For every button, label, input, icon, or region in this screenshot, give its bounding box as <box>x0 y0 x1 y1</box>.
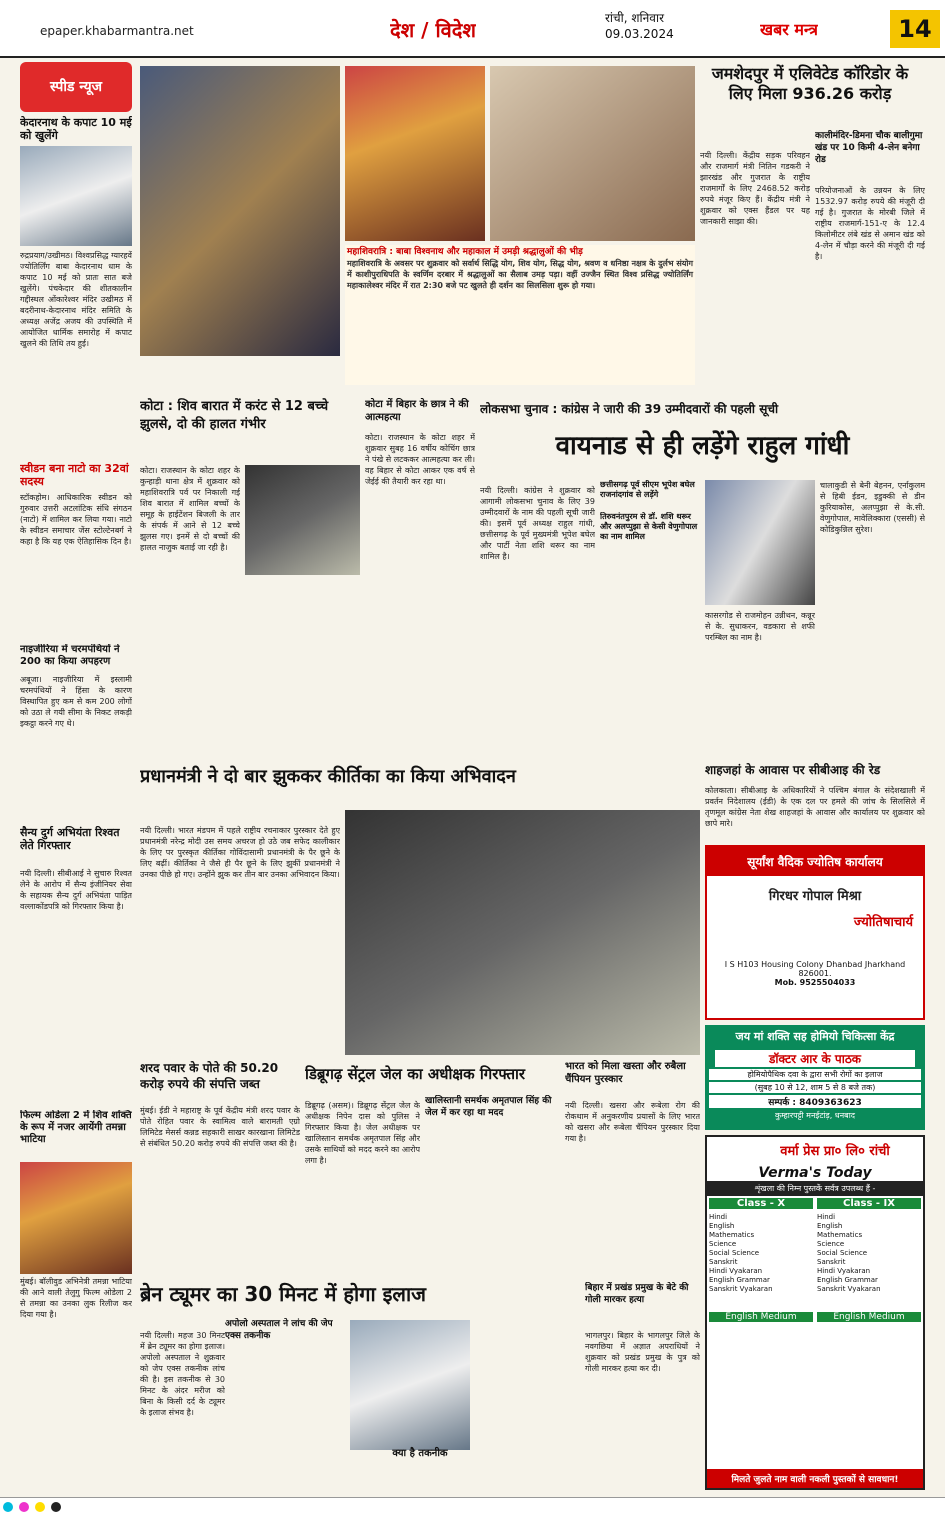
book-item: Hindi <box>817 1213 836 1221</box>
book-item: Mathematics <box>817 1231 863 1239</box>
tamanna-photo <box>20 1162 132 1274</box>
english-medium-x: English Medium <box>709 1312 813 1322</box>
date: 09.03.2024 <box>605 27 674 41</box>
homeo-time: (सुबह 10 से 12, शाम 5 से 8 बजे तक) <box>709 1082 921 1093</box>
tamanna-body: मुंबई। बॉलीवुड अभिनेत्री तमन्ना भाटिया की आने वाली तेलुगु फिल्म ओडेला 2 से तमन्ना का उनका लुक रिलीज कर दिया गया है। <box>20 1277 132 1319</box>
bihar-student-body: कोटा। राजस्थान के कोटा शहर में शुक्रवार सुबह 16 वर्षीय कोचिंग छात्र ने पंखे से लटककर आत्महत्या कर ली। वह बिहार से कोटा आकर एक वर्ष से जेईई की तैयारी कर रहा था। <box>365 433 475 486</box>
page-number: 14 <box>890 10 940 48</box>
homeo-phone[interactable]: सम्पर्क : 8409363623 <box>709 1095 921 1108</box>
date-block <box>605 10 674 42</box>
book-item: English Grammar <box>817 1276 878 1284</box>
bhagalpur-body: भागलपुर। बिहार के भागलपुर जिले के नवगछिया में अज्ञात अपराधियों ने शुक्रवार को प्रखंड प्रमुख के पुत्र को गोली मारकर हत्या कर दी। <box>585 1331 700 1373</box>
kota-body: कोटा। राजस्थान के कोटा शहर के कुन्हाड़ी थाना क्षेत्र में शुक्रवार को महाशिवरात्रि पर्व पर निकाली गई शिव बारात में शामिल बच्चों के समूह के हाईटेंशन बिजली के तार के संपर्क में आने से 12 बच्चे झुलस गए। इनमें से दो बच्चों की हालत नाजुक बताई जा रही है। <box>140 466 240 552</box>
class-ix-list <box>817 1213 921 1294</box>
pm-headline: प्रधानमंत्री ने दो बार झुककर कीर्तिका का किया अभिवादन <box>140 766 516 787</box>
homeo-line: होमियोपैथिक दवा के द्वारा सभी रोगों का इलाज <box>709 1069 921 1080</box>
rahul-headline: वायनाड से ही लड़ेंगे राहुल गांधी <box>555 431 850 461</box>
book-item: Social Science <box>817 1249 868 1257</box>
tamanna-headline: फिल्म ओडेला 2 में शिव शक्ति के रूप में नजर आयेंगी तमन्ना भाटिया <box>20 1110 132 1145</box>
engineer-body: नयी दिल्ली। सीबीआई ने सुचारु रिश्वत लेने के आरोप में सैन्य इंजीनियर सेवा के सहायक सैन्य दुर्ग अभियंता पाड़ित वल्लाकोंडपत्रि को गिरफ्तार किया है। <box>20 869 132 911</box>
pawar-headline: शरद पवार के पोते की 50.20 करोड़ रुपये की संपत्ति जब्त <box>140 1061 279 1091</box>
pm-photo <box>345 810 700 1055</box>
corridor-body-2: परियोजनाओं के उन्नयन के लिए 1532.97 करोड़ रुपये की मंजूरी दी गई है। गुजरात के मोरबी जिले में राष्ट्रीय राजमार्ग-151-ए के 12.4 किलोमीटर लंबे खंड से अमान खंड को 4-लेन में चौड़ा करने की मंजूरी दी गई है। <box>815 186 925 261</box>
left-column <box>20 62 132 1492</box>
loksabha-body-3: कासरगोड से राजमोहन उन्नीथन, कन्नूर से के. सुधाकरन, वडकारा से शफी परम्बिल का नाम है। <box>705 611 815 642</box>
measles-headline: भारत को मिला खस्ता और रुबैला चैंपियन पुरस्कार <box>565 1061 686 1085</box>
speed-news-badge: स्पीड न्यूज <box>20 62 132 112</box>
pm-body: नयी दिल्ली। भारत मंडपम में पहले राष्ट्रीय रचनाकार पुरस्कार देते हुए प्रधानमंत्री नरेन्द्र मोदी उस समय अचरज हो उठे जब सफेद कालीकार के लिए पर पुरस्कृत कीर्तिका गोविंदासामी प्रधानमंत्री के पैर छूने के लिए बढ़ीं। कीर्तिका ने जैसे ही पैर छूने के लिए झुकीं प्रधानमंत्री ने उनका पीछे हो गए। उन्होंने झुक कर तीन बार उनका अभिवादन किया। <box>140 826 340 879</box>
kota-photo <box>245 465 360 575</box>
homeo-address: कुम्हारपट्टी मनईटांड़, धनबाद <box>774 1111 856 1120</box>
nigeria-headline: नाइजीरिया में चरमपंथियों ने 200 का किया अपहरण <box>20 644 120 667</box>
astrology-ad[interactable] <box>705 845 925 1020</box>
verma-tagline: शृंखला की निम्न पुस्तकें सर्वत्र उपलब्ध हैं - <box>707 1181 923 1196</box>
gamma-device-photo <box>350 1320 470 1450</box>
shivratri-caption-box <box>345 245 695 385</box>
measles-body: नयी दिल्ली। खसरा और रूबेला रोग की रोकथाम में अनुकरणीय प्रयासों के लिए भारत को खसरा और रूबेला चैंपियन पुरस्कार दिया गया है। <box>565 1101 700 1143</box>
class-ix-header: Class - IX <box>817 1198 921 1209</box>
nato-body: स्टॉकहोम। आधिकारिक स्वीडन को गुरुवार उत्तरी अटलांटिक संधि संगठन (नाटो) में शामिल कर लिया गया। नाटो के स्वीडन समाचार जेंस स्टोल्टेनबर्ग ने कहा है कि यह एक ऐतिहासिक दिन है। <box>20 493 132 546</box>
section-title: देश / विदेश <box>390 18 476 42</box>
english-medium-ix: English Medium <box>817 1312 921 1322</box>
class-x-header: Class - X <box>709 1198 813 1209</box>
bhagalpur-headline: बिहार में प्रखंड प्रमुख के बेटे की गोली मारकर हत्या <box>585 1283 689 1305</box>
dibrugarh-headline: डिब्रूगढ़ सेंट्रल जेल का अधीक्षक गिरफ्तार <box>305 1065 526 1083</box>
rahul-photo <box>705 480 815 605</box>
astro-role: ज्योतिषाचार्य <box>853 915 913 930</box>
kedarnath-body: रुद्रप्रयाग/उखीमठ। विश्वप्रसिद्ध ग्यारहवें ज्योतिर्लिंग बाबा केदारनाथ धाम के कपाट 10 मई को प्रातः सात बजे खुलेंगे। पंचकेदार की शीतकालीन गद्दीस्थल ओंकारेश्वर मंदिर उखीमठ में बदरीनाथ-केदारनाथ मंदिर समिति के अध्यक्ष अजेंद्र अजय की उपस्थिति में आयोजित धार्मिक समारोह में कपाट खुलने की तिथि तय हुई। <box>20 251 132 348</box>
baghel-subhead: छत्तीसगढ़ पूर्व सीएम भूपेश बघेल राजनांदगांव से लड़ेंगे <box>600 480 695 499</box>
kedarnath-photo <box>20 146 132 246</box>
homeopathy-ad[interactable] <box>705 1025 925 1130</box>
ritual-photo <box>490 66 695 241</box>
apollo-subhead: अपोलो अस्पताल ने लांच की जेप एक्स तकनीक <box>225 1319 333 1341</box>
brain-tumor-headline: ब्रेन ट्यूमर का 30 मिनट में होगा इलाज <box>140 1282 426 1306</box>
nigeria-body: अबूजा। नाइजीरिया में इस्लामी चरमपंथियों ने हिंसा के कारण विस्थापित हुए कम से कम 200 लोगों को उठा ले गयी सीमा के निकट लकड़ी इकट्ठा करने गए थे। <box>20 675 132 728</box>
dibrugarh-body: डिब्रूगढ़ (असम)। डिब्रूगढ़ सेंट्रल जेल के अधीक्षक निपेन दास को पुलिस ने गिरफ्तार किया है। जेल अधीक्षक पर खालिस्तान समर्थक अमृतपाल सिंह और उसके साथियों को मदद करने का आरोप लगा है। <box>305 1101 420 1165</box>
engineer-headline: सैन्य दुर्ग अभियंता रिश्वत लेते गिरफ्तार <box>20 826 120 852</box>
brand-logo: खबर मन्त्र <box>760 20 818 39</box>
book-item: Science <box>817 1240 845 1248</box>
kedarnath-headline: केदारनाथ के कपाट 10 मई को खुलेंगे <box>20 116 132 142</box>
book-item: Hindi <box>709 1213 728 1221</box>
astro-name: गिरधर गोपाल मिश्रा <box>768 889 862 904</box>
homeo-doctor: डॉक्टर आर के पाठक <box>715 1050 915 1067</box>
city-day: रांची, शनिवार <box>605 11 664 25</box>
book-item: Sanskrit <box>709 1258 738 1266</box>
dibrugarh-subhead: खालिस्तानी समर्थक अमृतपाल सिंह की जेल में कर रहा था मदद <box>425 1096 552 1118</box>
kashi-crowd-photo <box>140 66 340 356</box>
book-item: Mathematics <box>709 1231 755 1239</box>
tech-caption: क्या है तकनीक <box>392 1448 448 1459</box>
shivratri-body: महाशिवरात्रि के अवसर पर शुक्रवार को सर्वार्थ सिद्धि योग, शिव योग, सिद्ध योग, श्रवण व धनिष्ठा नक्षत्र के दुर्लभ संयोग में काशीपुराधिपति के स्वर्णिम दरबार में श्रद्धालुओं का सैलाब उमड़ पड़ा। वहीं उज्जैन स्थित विश्व प्रसिद्ध ज्योतिर्लिंग महाकालेश्वर मंदिर में रात 2:30 बजे पट खुलते ही दर्शन का सिलसिला शुरू हो गया। <box>347 259 693 290</box>
verma-press-ad[interactable] <box>705 1135 925 1490</box>
homeo-title: जय मां शक्ति सह होमियो चिकित्सा केंद्र <box>735 1030 895 1043</box>
book-item: English Grammar <box>709 1276 770 1284</box>
verma-brand: Verma's Today <box>758 1165 872 1181</box>
epaper-url[interactable]: epaper.khabarmantra.net <box>40 24 194 38</box>
loksabha-kicker: लोकसभा चुनाव : कांग्रेस ने जारी की 39 उम्मीदवारों की पहली सूची <box>480 402 779 416</box>
elevated-corridor-headline: जमशेदपुर में एलिवेटेड कॉरिडोर के लिए मिला 936.26 करोड़ <box>711 64 909 103</box>
book-item: Sanskrit Vyakaran <box>709 1285 773 1293</box>
astro-title: सूर्यांश वैदिक ज्योतिष कार्यालय <box>707 847 923 876</box>
page-header <box>0 0 945 58</box>
book-item: English <box>709 1222 735 1230</box>
book-item: Hindi Vyakaran <box>709 1267 763 1275</box>
book-item: Sanskrit <box>817 1258 846 1266</box>
registration-footer <box>0 1497 945 1517</box>
verma-footer: मिलते जुलते नाम वाली नकली पुस्तकों से सावधान! <box>707 1469 923 1488</box>
book-item: English <box>817 1222 843 1230</box>
shivratri-headline: महाशिवरात्रि : बाबा विश्वनाथ और महाकाल में उमड़ी श्रद्धालुओं की भीड़ <box>347 247 583 257</box>
astro-address: I S H103 Housing Colony Dhanbad Jharkhand 826001. <box>724 960 906 978</box>
book-item: Social Science <box>709 1249 760 1257</box>
astro-mobile[interactable]: Mob. 9525504033 <box>774 978 856 987</box>
book-item: Science <box>709 1240 737 1248</box>
loksabha-body: नयी दिल्ली। कांग्रेस ने शुक्रवार को आगामी लोकसभा चुनाव के लिए 39 उम्मीदवारों के नाम की पहली सूची जारी की। इसमें पूर्व अध्यक्ष राहुल गांधी, छत्तीसगढ़ के पूर्व मुख्यमंत्री भूपेश बघेल और पार्टी नेता शशि थरूर का नाम शामिल है। <box>480 486 595 561</box>
pawar-body: मुंबई। ईडी ने महाराष्ट्र के पूर्व केंद्रीय मंत्री शरद पवार के पोते रोहित पवार के स्वामित्व वाले बारामती एग्रो लिमिटेड मेसर्स कन्नड सहकारी साखर कारखाना लिमिटेड से संबंधित 50.20 करोड़ रुपये की संपत्ति जब्त की है। <box>140 1106 300 1148</box>
mahakal-photo <box>345 66 485 241</box>
shahjahan-body: कोलकाता। सीबीआइ के अधिकारियों ने पश्चिम बंगाल के संदेशखाली में प्रवर्तन निदेशालय (ईडी) के एक दल पर हमले की जांच के सिलसिले में तृणमूल कांग्रेस नेता शेख शाहजहां के आवास और कार्यालय पर शुक्रवार को छापे मारे। <box>705 786 925 828</box>
tharoor-subhead: तिरुवनंतपुरम से डॉ. शशि थरूर और अलप्पुझा से केसी वेणुगोपाल का नाम शामिल <box>600 512 698 541</box>
class-x-list <box>709 1213 813 1294</box>
book-list <box>707 1211 923 1296</box>
corridor-side-headline: कालीमंदिर-डिमना चौक बालीगुमा खंड पर 10 किमी 4-लेन बनेगा रोड <box>815 131 923 165</box>
shahjahan-headline: शाहजहां के आवास पर सीबीआइ की रेड <box>705 763 881 777</box>
book-item: Sanskrit Vyakaran <box>817 1285 881 1293</box>
verma-title: वर्मा प्रेस प्रा० लि० रांची <box>780 1144 890 1159</box>
nato-headline: स्वीडन बना नाटो का 32वां सदस्य <box>20 462 129 488</box>
book-item: Hindi Vyakaran <box>817 1267 871 1275</box>
kota-headline: कोटा : शिव बारात में करंट से 12 बच्चे झुलसे, दो की हालत गंभीर <box>140 399 329 432</box>
brain-tumor-body: नयी दिल्ली। महज 30 मिनट में ब्रेन ट्यूमर का होगा इलाज। अपोलो अस्पताल ने शुक्रवार को जेप एक्स तकनीक लांच की है। इस तकनीक से 30 मिनट के अंदर मरीज को बिना के किसी दर्द के ट्यूमर के इलाज संभव है। <box>140 1331 225 1417</box>
loksabha-body-2: चालाकुडी से बेनी बेहनन, एर्नाकुलम से हिबी ईडन, इडुक्की से डीन कुरियाकोस, अलप्पुझा से के.सी. वेणुगोपाल, मावेलिक्कारा (एससी) से कोडिकुन्निल सुरेश। <box>820 481 925 534</box>
corridor-body: नयी दिल्ली। केंद्रीय सड़क परिवहन और राजमार्ग मंत्री नितिन गडकरी ने झारखंड और गुजरात के राष्ट्रीय राजमार्गों के लिए 2468.52 करोड़ रुपये मंजूर किए हैं। केंद्रीय मंत्री ने शुक्रवार को एक्स हैंडल पर यह जानकारी साझा की। <box>700 151 810 226</box>
bihar-student-headline: कोटा में बिहार के छात्र ने की आत्महत्या <box>365 399 469 423</box>
